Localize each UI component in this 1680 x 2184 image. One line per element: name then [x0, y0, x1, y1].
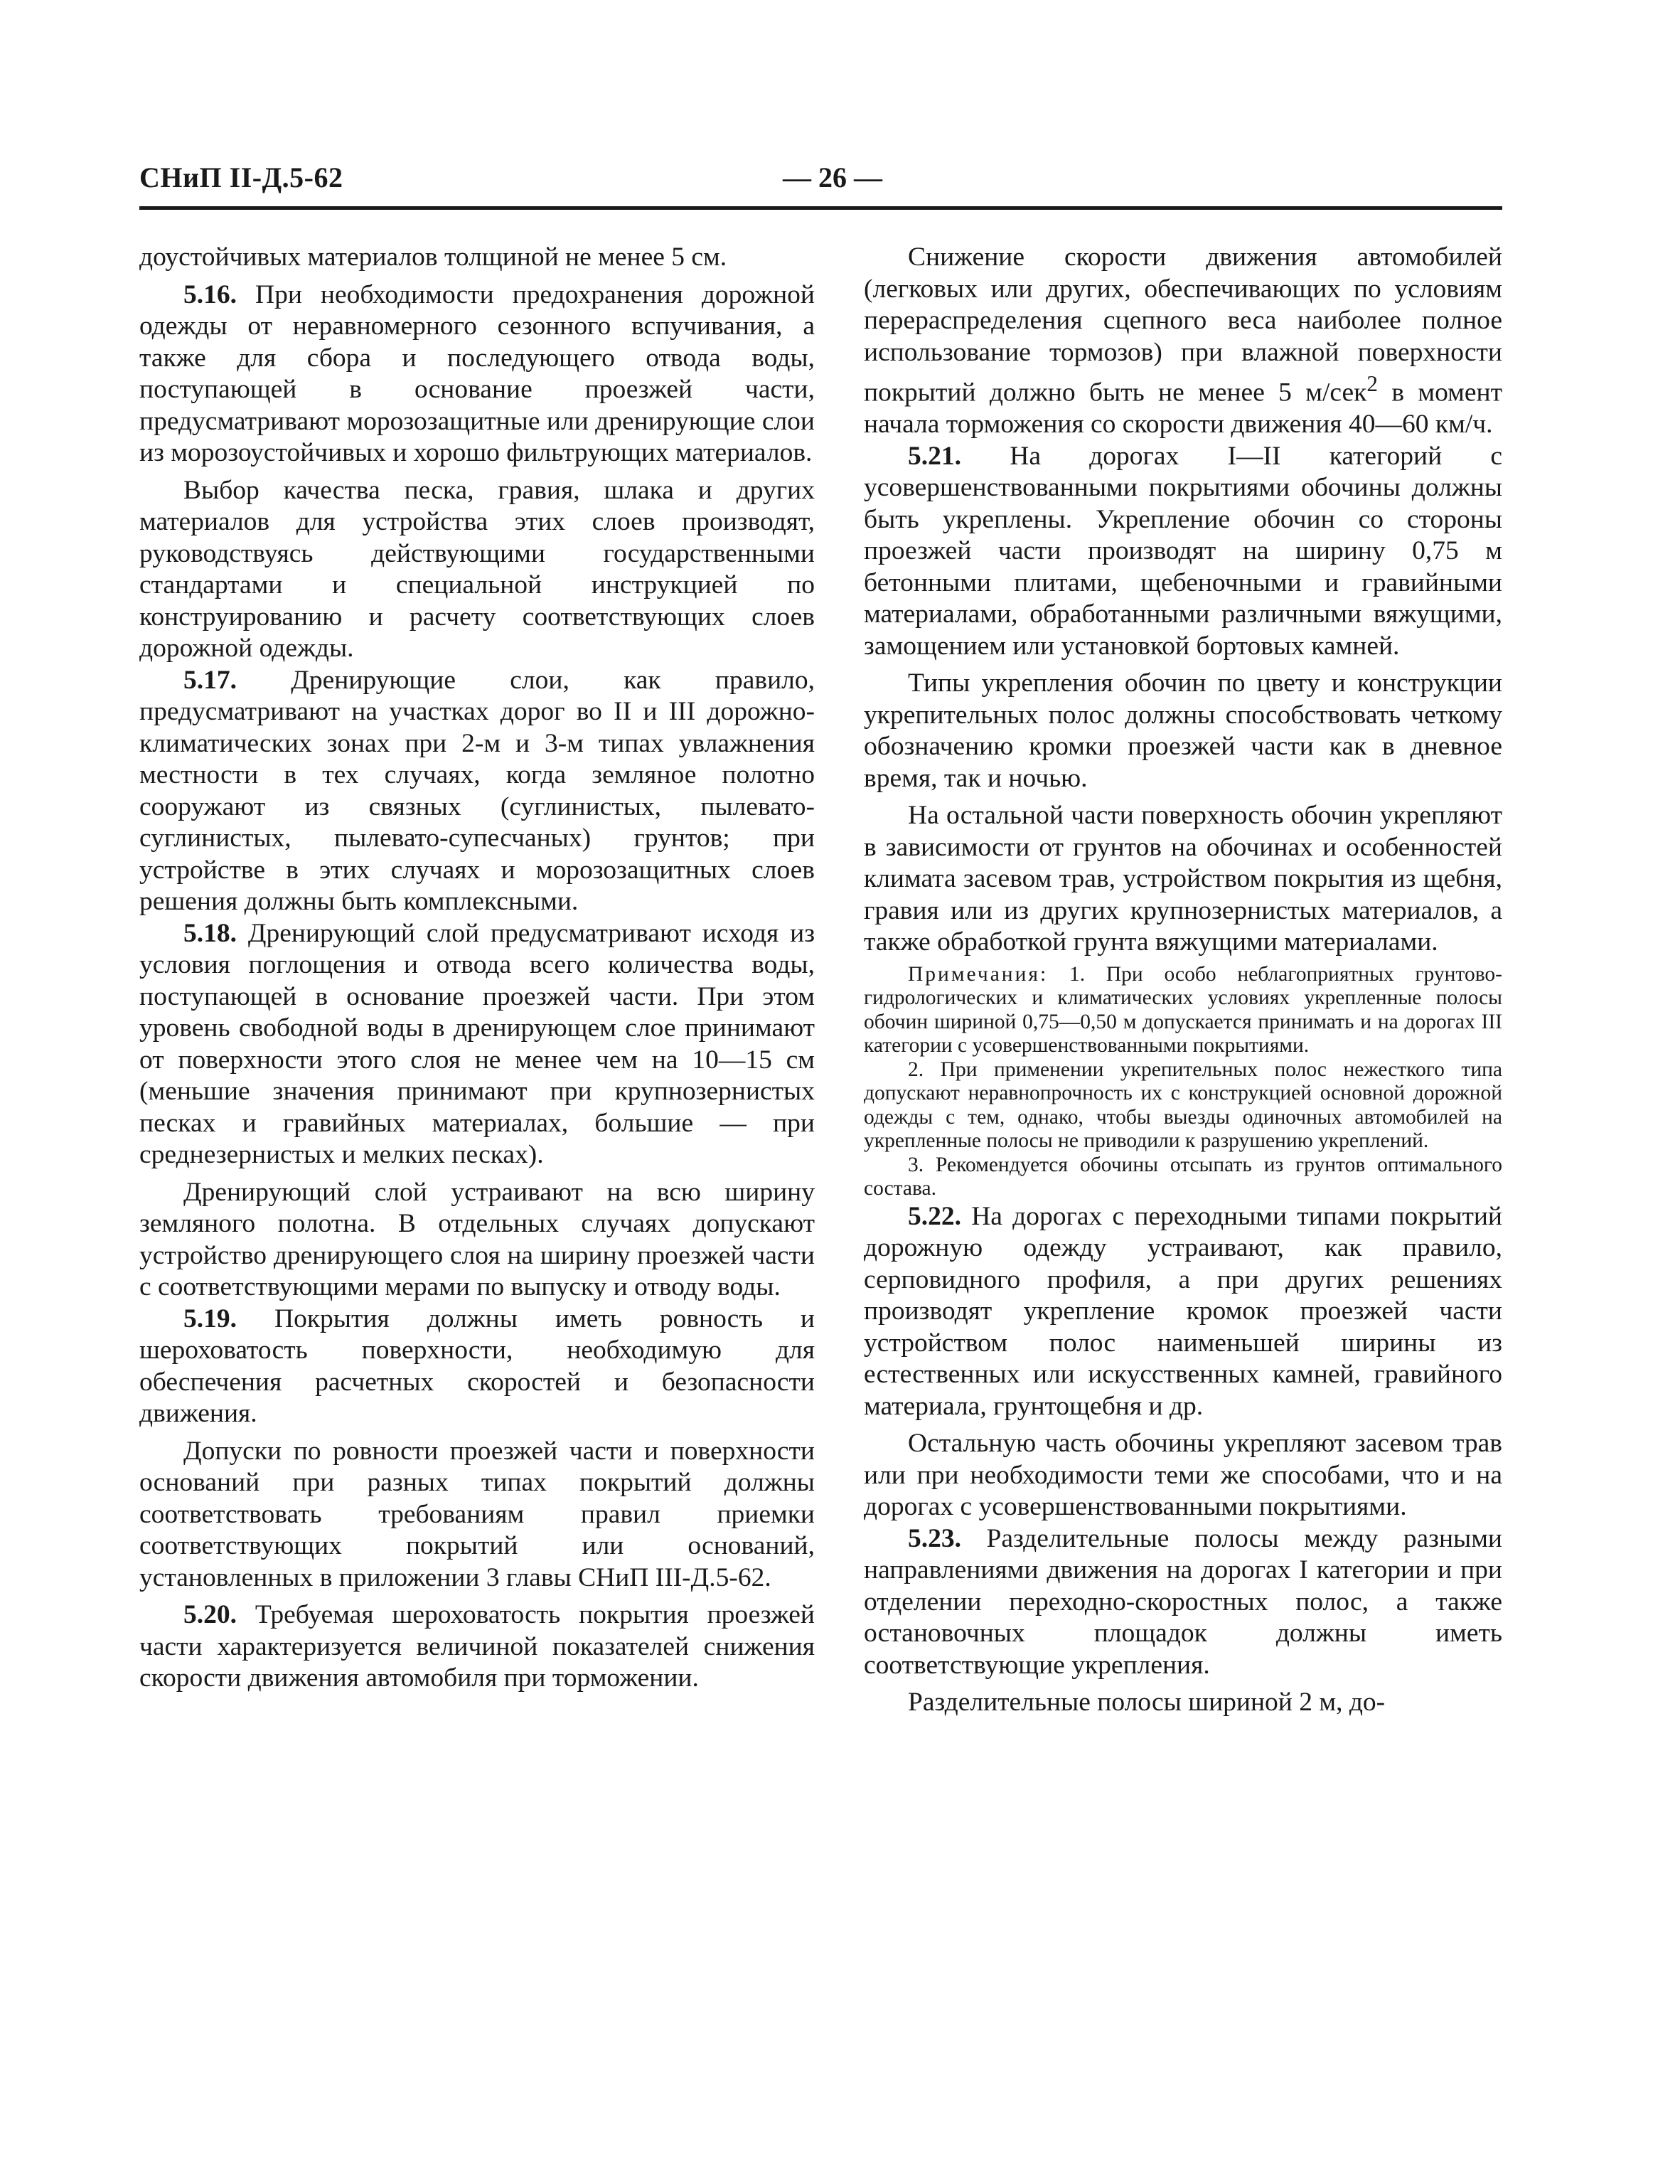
paragraph: Дренирующий слой устраивают на всю ширину земляного полотна. В отдельных случаях допускают устройство дренирующего слоя на ширину проезжей части с соответствующими мерами по выпуску и отводу воды. — [139, 1177, 815, 1301]
clause-5-18: 5.18. Дренирующий слой предусматривают исходя из условия поглощения и отвода всего количества воды, поступающей в основание проезжей части. При этом уровень свободной воды в дренирующем слое принимают от поверхности этого слоя не менее чем на 10—15 см (меньшие значения принимают при крупнозернистых песках и гравийных материалах, большие — при среднезернистых и мелких песках). — [139, 918, 815, 1169]
clause-5-16: 5.16. При необходимости предохранения дорожной одежды от неравномерного сезонного вспучивания, а также для сбора и последующего отвода воды, поступающей в основание проезжей части, предусматривают морозозащитные или дренирующие слои из морозоустойчивых и хорошо фильтрующих материалов. — [139, 279, 815, 467]
note-2: 2. При применении укрепительных полос нежесткого типа допускают неравнопрочность их с конструкцией основной дорожной одежды с тем, однако, чтобы выезды одиночных автомобилей на укрепленные полосы не приводили к разрушению укреплений. — [864, 1058, 1502, 1152]
note-3: 3. Рекомендуется обочины отсыпать из грунтов оптимального состава. — [864, 1153, 1502, 1200]
notes-label: Примечания: — [908, 962, 1049, 986]
paragraph: Снижение скорости движения автомобилей (легковых или других, обеспечивающих по условиям перераспределения сцепного веса наиболее полное использование тормозов) при влажной поверхности покрытий должно быть не менее 5 м/сек$^2$ в момент начала торможения со скорости движения 40—60 км/ч. — [864, 243, 1502, 439]
right-column — [864, 242, 1502, 1719]
paragraph: На остальной части поверхность обочин укрепляют в зависимости от грунтов на обочинах и особенностей климата засевом трав, устройством покрытия из щебня, гравия или из других крупнозернистых материалов, а также обработкой грунта вяжущими материалами. — [864, 801, 1502, 957]
running-header — [139, 161, 1502, 203]
paragraph: Выбор качества песка, гравия, шлака и других материалов для устройства этих слоев производят, руководствуясь действующими государственными стандартами и специальной инструкцией по конструированию и расчету соответствующих слоев дорожной одежды. — [139, 475, 815, 663]
clause-number: 5.21. — [908, 441, 961, 471]
clause-5-20: 5.20. Требуемая шероховатость покрытия проезжей части характеризуется величиной показателей снижения скорости движения автомобиля при торможении. — [139, 1600, 815, 1693]
document-code: СНиП II-Д.5-62 — [139, 161, 343, 193]
clause-5-17: 5.17. Дренирующие слои, как правило, предусматривают на участках дорог во II и III дорожно-климатических зонах при 2-м и 3-м типах увлажнения местности в тех случаях, когда земляное полотно сооружают из связных (суглинистых, пылевато-суглинистых, пылевато-супесчаных) грунтов; при устройстве в этих случаях и морозозащитных слоев решения должны быть комплексными. — [139, 665, 815, 916]
note-1: Примечания: 1. При особо неблагоприятных грунтово-гидрологических и климатических условиях укрепленные полосы обочин шириной 0,75—0,50 м допускается принимать и на дорогах III категории с усовершенствованными покрытиями. — [864, 962, 1502, 1057]
superscript: 2 — [1366, 371, 1379, 396]
clause-number: 5.17. — [183, 665, 237, 695]
page-number: — 26 — — [783, 161, 882, 193]
clause-5-22: 5.22. На дорогах с переходными типами покрытий дорожную одежду устраивают, как правило, серповидного профиля, а при других решениях производят укрепление кромок проезжей части устройством полос наименьшей ширины из естественных или искусственных камней, гравийного материала, грунтощебня и др. — [864, 1201, 1502, 1421]
clause-5-21: 5.21. На дорогах I—II категорий с усовершенствованными покрытиями обочины должны быть укреплены. Укрепление обочин со стороны проезжей части производят на ширину 0,75 м бетонными плитами, щебеночными и гравийными материалами, обработанными различными вяжущими, замощением или установкой бортовых камней. — [864, 441, 1503, 661]
header-rule — [139, 206, 1502, 210]
clause-number: 5.22. — [908, 1201, 961, 1231]
clause-number: 5.19. — [183, 1304, 237, 1333]
clause-number: 5.20. — [183, 1600, 237, 1629]
paragraph: Разделительные полосы шириной 2 м, до- — [908, 1688, 1386, 1717]
left-column — [139, 242, 815, 1695]
paragraph: Допуски по ровности проезжей части и поверхности оснований при разных типах покрытий должны соответствовать требованиям правил приемки соответствующих покрытий или оснований, установленных в приложении 3 главы СНиП III-Д.5-62. — [139, 1436, 815, 1592]
paragraph: Остальную часть обочины укрепляют засевом трав или при необходимости теми же способами, что и на дорогах с усовершенствованными покрытиями. — [864, 1429, 1502, 1521]
clause-5-19: 5.19. Покрытия должны иметь ровность и шероховатость поверхности, необходимую для обеспечения расчетных скоростей и безопасности движения. — [139, 1304, 815, 1428]
clause-number: 5.23. — [908, 1523, 961, 1553]
paragraph: доустойчивых материалов толщиной не менее 5 см. — [139, 243, 727, 272]
clause-number: 5.18. — [183, 918, 237, 948]
clause-number: 5.16. — [183, 279, 237, 309]
clause-5-23: 5.23. Разделительные полосы между разными направлениями движения на дорогах I категории и при отделении переходно-скоростных полос, а также остановочных площадок должны иметь соответствующие укрепления. — [864, 1523, 1503, 1680]
paragraph: Типы укрепления обочин по цвету и конструкции укрепительных полос должны способствовать четкому обозначению кромки проезжей части как в дневное время, так и ночью. — [864, 668, 1502, 793]
